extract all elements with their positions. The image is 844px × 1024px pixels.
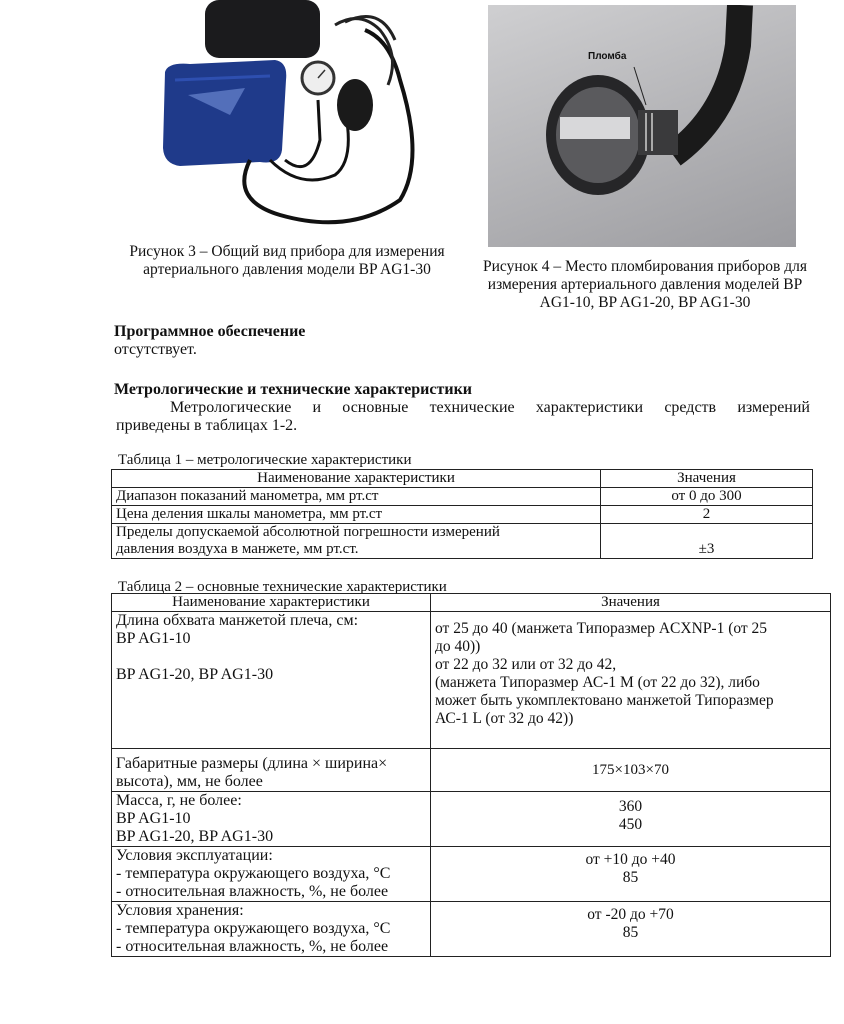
table2-row2-name <box>112 749 431 792</box>
table2-row4-value-line1: от +10 до +40 <box>585 851 676 868</box>
table2-row4-name-line1: Условия эксплуатации: <box>116 847 273 864</box>
bulb-shape <box>337 79 373 131</box>
table2-row5-name-line2: - температура окружающего воздуха, °С <box>116 920 391 937</box>
table2-row4-name-line3: - относительная влажность, %, не более <box>116 883 389 900</box>
table2-header-value: Значения <box>431 594 831 612</box>
table1-row3-name <box>112 524 601 559</box>
table2-row1-value-line3: от 22 до 32 или от 32 до 42, <box>435 656 617 673</box>
table2-header-name: Наименование характеристики <box>112 594 431 612</box>
carry-case-shape <box>205 0 320 58</box>
table-row <box>112 506 813 524</box>
table1-row3-name-line2: давления воздуха в манжете, мм рт.ст. <box>116 541 359 557</box>
table2-row2-name-line1: Габаритные размеры (длина × ширина× <box>116 755 388 772</box>
table2-row1-value-line5: может быть укомплектовано манжетой Типоразмер <box>435 692 774 709</box>
table2-row1-value-line6: АС-1 L (от 32 до 42)) <box>435 710 574 727</box>
figure-3-image <box>150 0 440 240</box>
software-text: отсутствует. <box>114 341 197 358</box>
figure-4-image <box>488 5 796 247</box>
table2-row4-value-line2: 85 <box>622 869 639 886</box>
table1-title: Таблица 1 – метрологические характеристики <box>118 452 412 468</box>
metro-text-line2: приведены в таблицах 1-2. <box>116 417 298 434</box>
table-row <box>112 749 831 792</box>
metro-heading: Метрологические и технические характеристики <box>114 381 473 398</box>
table1-row2-name: Цена деления шкалы манометра, мм рт.ст <box>112 506 601 524</box>
table2-row2-name-line2: высота), мм, не более <box>116 773 263 790</box>
table2-title: Таблица 2 – основные технические характеристики <box>118 579 447 595</box>
table2-header-row <box>112 594 831 612</box>
table2-row1-value-line4: (манжета Типоразмер АС-1 М (от 22 до 32), либо <box>435 674 760 691</box>
figure-4-caption: Рисунок 4 – Место пломбирования приборов для измерения артериального давления моделей BP AG1-10, BP AG1-20, BP AG1-30 <box>483 258 807 311</box>
software-heading: Программное обеспечение <box>114 323 306 340</box>
table2-row5-name-line1: Условия хранения: <box>116 902 244 919</box>
table2-row5-name <box>112 902 431 957</box>
table2-row5-value <box>431 902 831 957</box>
table2-row3-value-line2: 450 <box>618 816 643 833</box>
table-row <box>112 524 813 559</box>
table1-header-value: Значения <box>601 470 813 488</box>
table2-row3-name-line2: BP AG1-10 <box>116 810 191 827</box>
table2-row3-name-line1: Масса, г, не более: <box>116 792 242 809</box>
table2-row1-value <box>431 612 831 749</box>
table-row <box>112 902 831 957</box>
metro-text-line1: Метрологические и основные технические характеристики средств измерений <box>170 399 810 416</box>
table1-row1-name: Диапазон показаний манометра, мм рт.ст <box>112 488 601 506</box>
table1-header-row <box>112 470 813 488</box>
table2-row4-name <box>112 847 431 902</box>
table2-row2-value: 175×103×70 <box>431 749 831 792</box>
table2-row1-name <box>112 612 431 749</box>
table2-row4-value <box>431 847 831 902</box>
table2-row4-name-line2: - температура окружающего воздуха, °С <box>116 865 391 882</box>
figure-3-caption: Рисунок 3 – Общий вид прибора для измерения артериального давления модели BP AG1-30 <box>129 243 445 278</box>
table2-row5-value-line2: 85 <box>622 924 639 941</box>
table2-row1-value-line2: до 40)) <box>435 638 481 655</box>
table2-row1-value-line1: от 25 до 40 (манжета Типоразмер ACXNP-1 (от 25 <box>435 620 768 637</box>
table1-row1-value: от 0 до 300 <box>601 488 813 506</box>
table2-row3-name <box>112 792 431 847</box>
table1 <box>111 469 813 559</box>
table2-row1-name-line2: BP AG1-10 <box>116 630 191 647</box>
table2-row5-name-line3: - относительная влажность, %, не более <box>116 938 389 955</box>
seal-label: Пломба <box>588 51 627 62</box>
table1-row3-name-line1: Пределы допускаемой абсолютной погрешности измерений <box>116 524 500 540</box>
table1-row2-value: 2 <box>601 506 813 524</box>
table2-row3-name-line3: BP AG1-20, BP AG1-30 <box>116 828 274 845</box>
table2-row1-name-line1: Длина обхвата манжетой плеча, см: <box>116 612 359 629</box>
table1-header-name: Наименование характеристики <box>112 470 601 488</box>
table2-row5-value-line1: от -20 до +70 <box>587 906 674 923</box>
table-row <box>112 488 813 506</box>
table1-row3-value: ±3 <box>601 524 813 559</box>
table-row <box>112 847 831 902</box>
table2-row1-name-line3: BP AG1-20, BP AG1-30 <box>116 666 274 683</box>
table-row <box>112 612 831 749</box>
table2-row3-value <box>431 792 831 847</box>
table2 <box>111 593 831 957</box>
table2-row3-value-line1: 360 <box>618 798 643 815</box>
table-row <box>112 792 831 847</box>
